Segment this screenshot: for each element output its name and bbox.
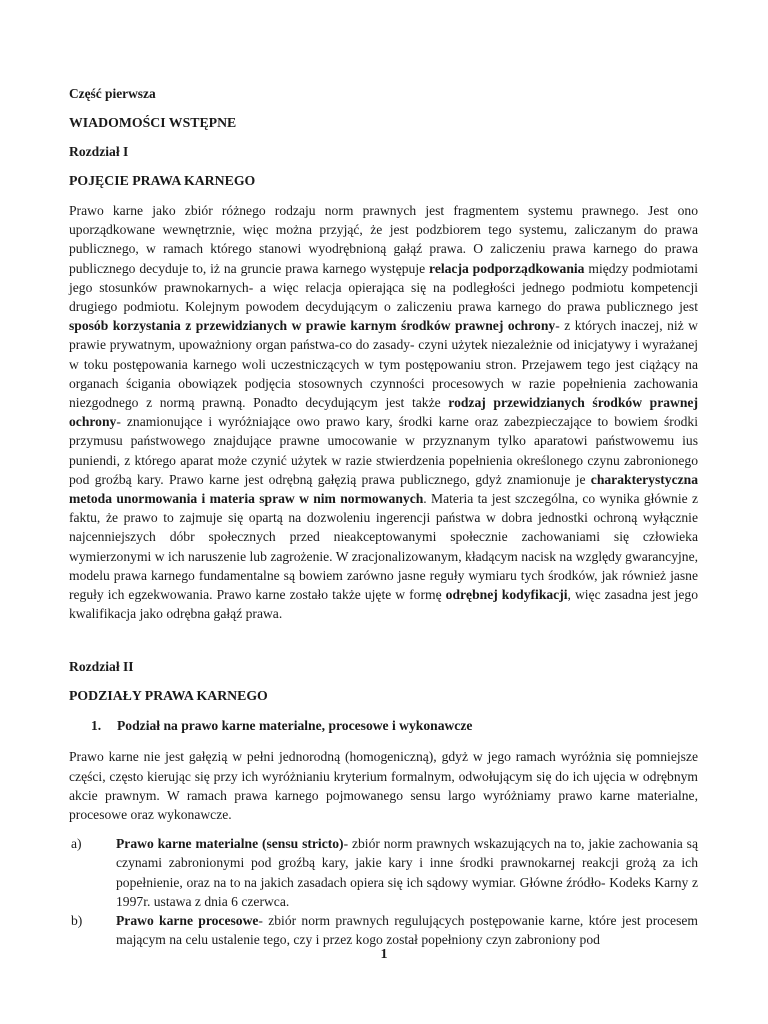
section-heading (69, 717, 698, 735)
chapter1-paragraph (69, 201, 698, 623)
list-item (69, 911, 698, 949)
list-term: Prawo karne materialne (sensu stricto) (116, 836, 344, 852)
emphasis: sposób korzystania z przewidzianych w prawie karnym środków prawnej ochrony (69, 318, 556, 334)
text-run: . Materia ta jest szczególna, co wynika głównie z faktu, że prawo to zajmuje się opartą na dozwoleniu ingerencji państwa w dobra jednostki ochroną wyłącznie najcenniejszych dóbr społecznych przed nieakceptowanymi społecznie zachowaniami się człowieka wymierzonymi w ich naruszenie lub zagrożenie. W zracjonalizowanym, kładącym nacisk na względy gwarancyjne, modelu prawa karnego fundamentalne są bowiem zarówno jasne reguły wymiaru tych środków, jak również jasne reguły ich egzekwowania. Prawo karne zostało także ujęte w formę (69, 491, 698, 603)
list-marker: b) (71, 913, 83, 929)
spacer (69, 623, 698, 658)
text-run: Prawo karne jako zbiór różnego rodzaju norm prawnych jest fragmentem systemu prawnego. Jest ono uporządkowane wewnętrznie, więc można przyjąć, że jest podzbiorem tego systemu, zaliczanym do prawa publicznego, w ramach którego stanowi wyodrębnioną gałąź prawa. O zaliczeniu prawa karnego do prawa publicznego decyduje to, iż na gruncie prawa karnego występuje (69, 203, 698, 276)
part-label: Część pierwsza (69, 86, 156, 101)
document-content (69, 85, 698, 950)
chapter-title: PODZIAŁY PRAWA KARNEGO (69, 688, 268, 704)
text-run: - znamionujące i wyróżniające owo prawo kary, środki karne oraz zabezpieczające to bowiem środki przymusu państwowego znajdujące prawne umocowanie w przyznanym tylko aparatowi państwowemu ius puniendi, z którego aparat może czynić użytek w razie stwierdzenia popełnienia określonego czynu zabronionego pod groźbą kary. Prawo karne jest odrębną gałęzią prawa publicznego, gdyż znamionuje je (69, 414, 698, 487)
chapter-label: Rozdział II (69, 659, 134, 675)
emphasis: rodzaj przewidzianych środków prawnej ochrony (69, 395, 698, 430)
text-run: między podmiotami jego stosunków prawnokarnych- a więc relacja opierająca się na podległości jednego podmiotu kompetencji drugiego podmiotu. Kolejnym powodem decydującym o zaliczeniu prawa karnego do prawa publicznego jest (69, 260, 698, 315)
emphasis: charakterystyczna metoda unormowania i materia spraw w nim normowanych (69, 471, 698, 507)
list-marker: a) (71, 836, 82, 852)
text-run: , więc zasadna jest jego kwalifikacja jako odrębna gałąź prawa. (69, 587, 699, 622)
chapter-title: POJĘCIE PRAWA KARNEGO (69, 173, 256, 188)
emphasis: odrębnej kodyfikacji (445, 587, 568, 603)
list-item-text (116, 834, 698, 911)
section-number: 1. (91, 718, 102, 734)
list-term: Prawo karne procesowe (116, 913, 259, 929)
list-definition: - zbiór norm prawnych regulujących postępowanie karne, które jest procesem mającym na celu ustalenie tego, czy i przez kogo został popełniony czyn zabroniony pod (116, 913, 698, 948)
chapter-label: Rozdział I (69, 144, 129, 159)
list-definition: - zbiór norm prawnych wskazujących na to, jakie zachowania są czynami zabronionymi pod groźbą kary, jakie kary i inne środki prawnokarnej reakcji grożą za ich popełnienie, oraz na to na jakich zasadach opiera się ich sądowy wymiar. Główne źródło- Kodeks Karny z 1997r. ustawa z dnia 6 czerwca. (116, 836, 698, 909)
section-title: Podział na prawo karne materialne, procesowe i wykonawcze (117, 718, 473, 734)
page-number: 1 (380, 947, 388, 962)
text-run: - z których inaczej, niż w prawie prywatnym, upoważniony organ państwa-co do zasady- czyni użytek niezależnie od inicjatywy i wyrażanej w toku postępowania karnego woli uczestniczących w tym postępowaniu stron. Przejawem tego jest ciążący na organach ścigania obowiązek podjęcia stosownych czynności procesowych w razie popełnienia zachowania niezgodnego z normą prawną. Ponadto decydującym jest także (69, 318, 698, 411)
part-title: WIADOMOŚCI WSTĘPNE (69, 115, 237, 130)
section-intro-paragraph: Prawo karne nie jest gałęzią w pełni jednorodną (homogeniczną), gdyż w jego ramach wyróżnia się pomniejsze części, często kierując się przy ich wyróżnianiu kryterium formalnym, odwołującym się do ich ujęcia w odrębnym akcie prawnym. W ramach prawa karnego pojmowanego sensu largo wyróżniamy prawo karne materialne, procesowe oraz wykonawcze. (69, 749, 698, 823)
list-item (69, 834, 698, 911)
list-item-text (116, 911, 698, 949)
emphasis: relacja podporządkowania (429, 260, 585, 276)
